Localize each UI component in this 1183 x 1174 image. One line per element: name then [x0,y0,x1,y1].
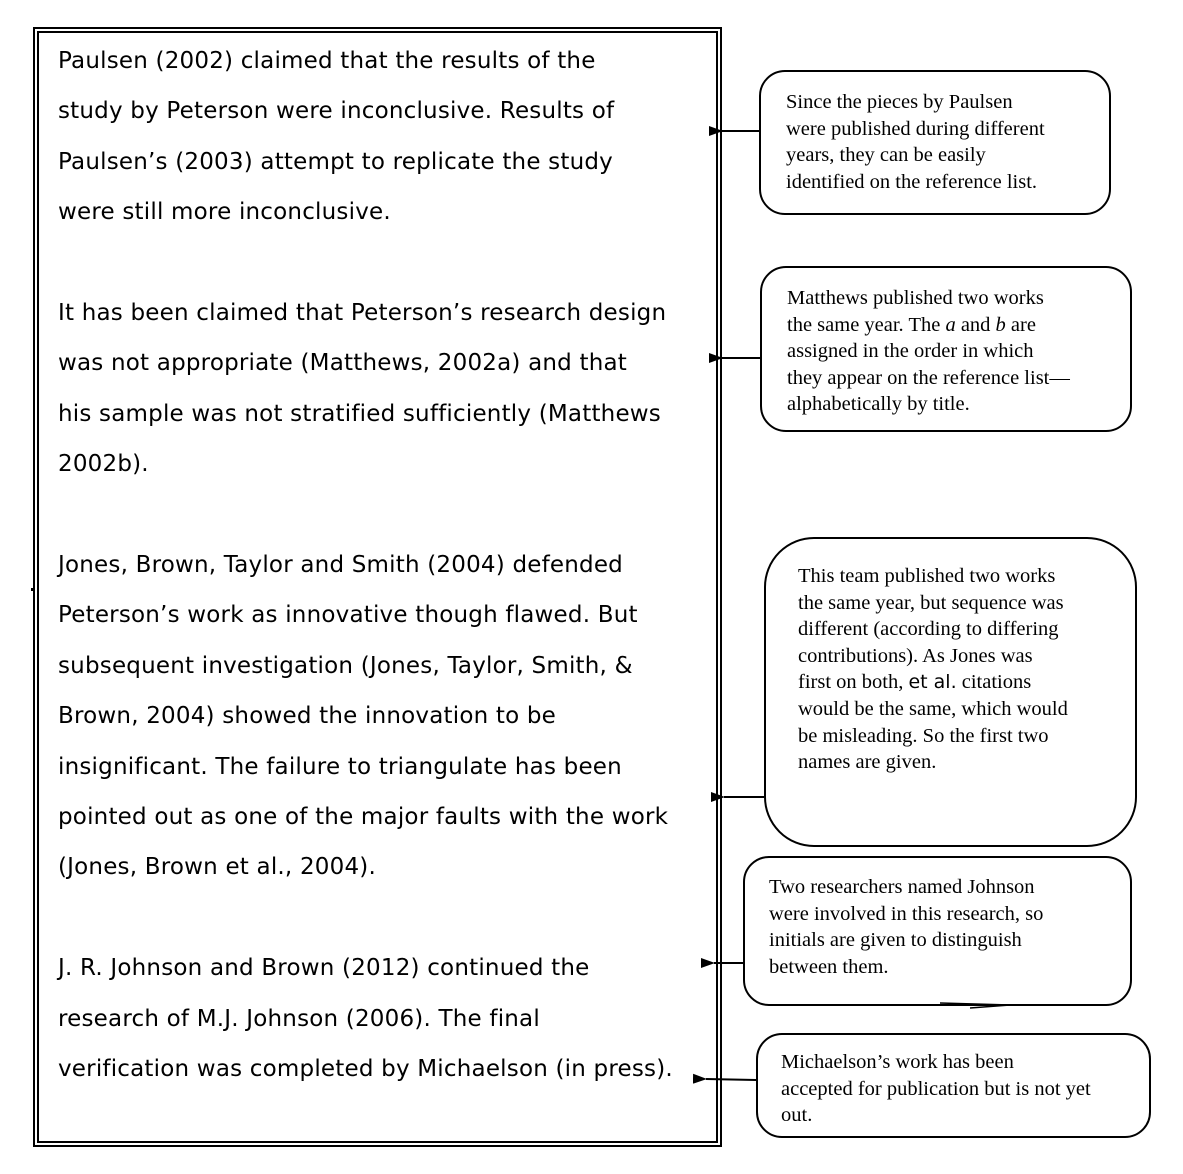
callout-line: the same year. The a and b are [787,313,1036,336]
callout-michaelson [756,1033,1151,1138]
paragraph-matthews [58,288,708,490]
text-line: were still more inconclusive. [58,199,391,226]
text-line: J. R. Johnson and Brown (2012) continued the [58,955,590,982]
text-line: Peterson’s work as innovative though flawed. But [58,602,638,629]
callout-line: were published during different [786,117,1045,140]
main-text [58,36,708,1094]
text-line: his sample was not stratified sufficiently (Matthews [58,400,661,427]
callout-line: This team published two works [798,565,1056,587]
text-line: Paulsen (2002) claimed that the results of the [58,48,596,74]
text-line: Paulsen’s (2003) attempt to replicate the study [58,148,613,175]
text-line: It has been claimed that Peterson’s research design [58,300,667,327]
callout-matthews [760,266,1132,432]
callout-line: Matthews published two works [787,287,1044,309]
callout-line: be misleading. So the first two [798,724,1049,747]
callout-line: different (according to differing [798,618,1059,641]
text-line: insignificant. The failure to triangulate has been [58,753,622,780]
text-line: subsequent investigation (Jones, Taylor, Smith, & [58,652,633,679]
callout-line: first on both, et al. citations [798,671,1032,694]
callout-line: years, they can be easily [786,144,986,167]
callout-jones-team [764,537,1137,847]
callout-line: were involved in this research, so [769,902,1044,925]
text-line: 2002b). [58,451,149,478]
text-line: (Jones, Brown et al., 2004). [58,854,376,881]
callout-line: they appear on the reference list— [787,366,1070,389]
callout-line: would be the same, which would [798,697,1068,720]
callout-line: accepted for publication but is not yet [781,1077,1091,1100]
text-line: was not appropriate (Matthews, 2002a) and that [58,350,628,377]
text-line: Jones, Brown, Taylor and Smith (2004) defended [58,552,623,579]
callout-line: identified on the reference list. [786,170,1038,193]
callout-line: names are given. [798,751,937,774]
text-line: research of M.J. Johnson (2006). The final [58,1005,540,1032]
text-line: study by Peterson were inconclusive. Results of [58,98,615,125]
callout-line: the same year, but sequence was [798,591,1064,614]
callout-line: alphabetically by title. [787,393,970,416]
text-line: pointed out as one of the major faults with the work [58,804,669,831]
callout-line: initials are given to distinguish [769,929,1022,952]
text-line: verification was completed by Michaelson (in press). [58,1056,673,1083]
callout-line: Michaelson’s work has been [781,1051,1014,1073]
callout-line: out. [781,1104,813,1127]
callout-johnson [743,856,1132,1006]
stray-mark [31,588,34,591]
callout-line: contributions). As Jones was [798,644,1033,667]
paragraph-jones [58,540,708,893]
paragraph-paulsen [58,36,708,238]
callout-line: assigned in the order in which [787,340,1034,363]
callout-line: Since the pieces by Paulsen [786,91,1013,113]
callout-line: Two researchers named Johnson [769,876,1035,898]
text-line: Brown, 2004) showed the innovation to be [58,703,557,730]
callout-line: between them. [769,955,889,978]
paragraph-johnson [58,943,708,1094]
callout-paulsen [759,70,1111,215]
